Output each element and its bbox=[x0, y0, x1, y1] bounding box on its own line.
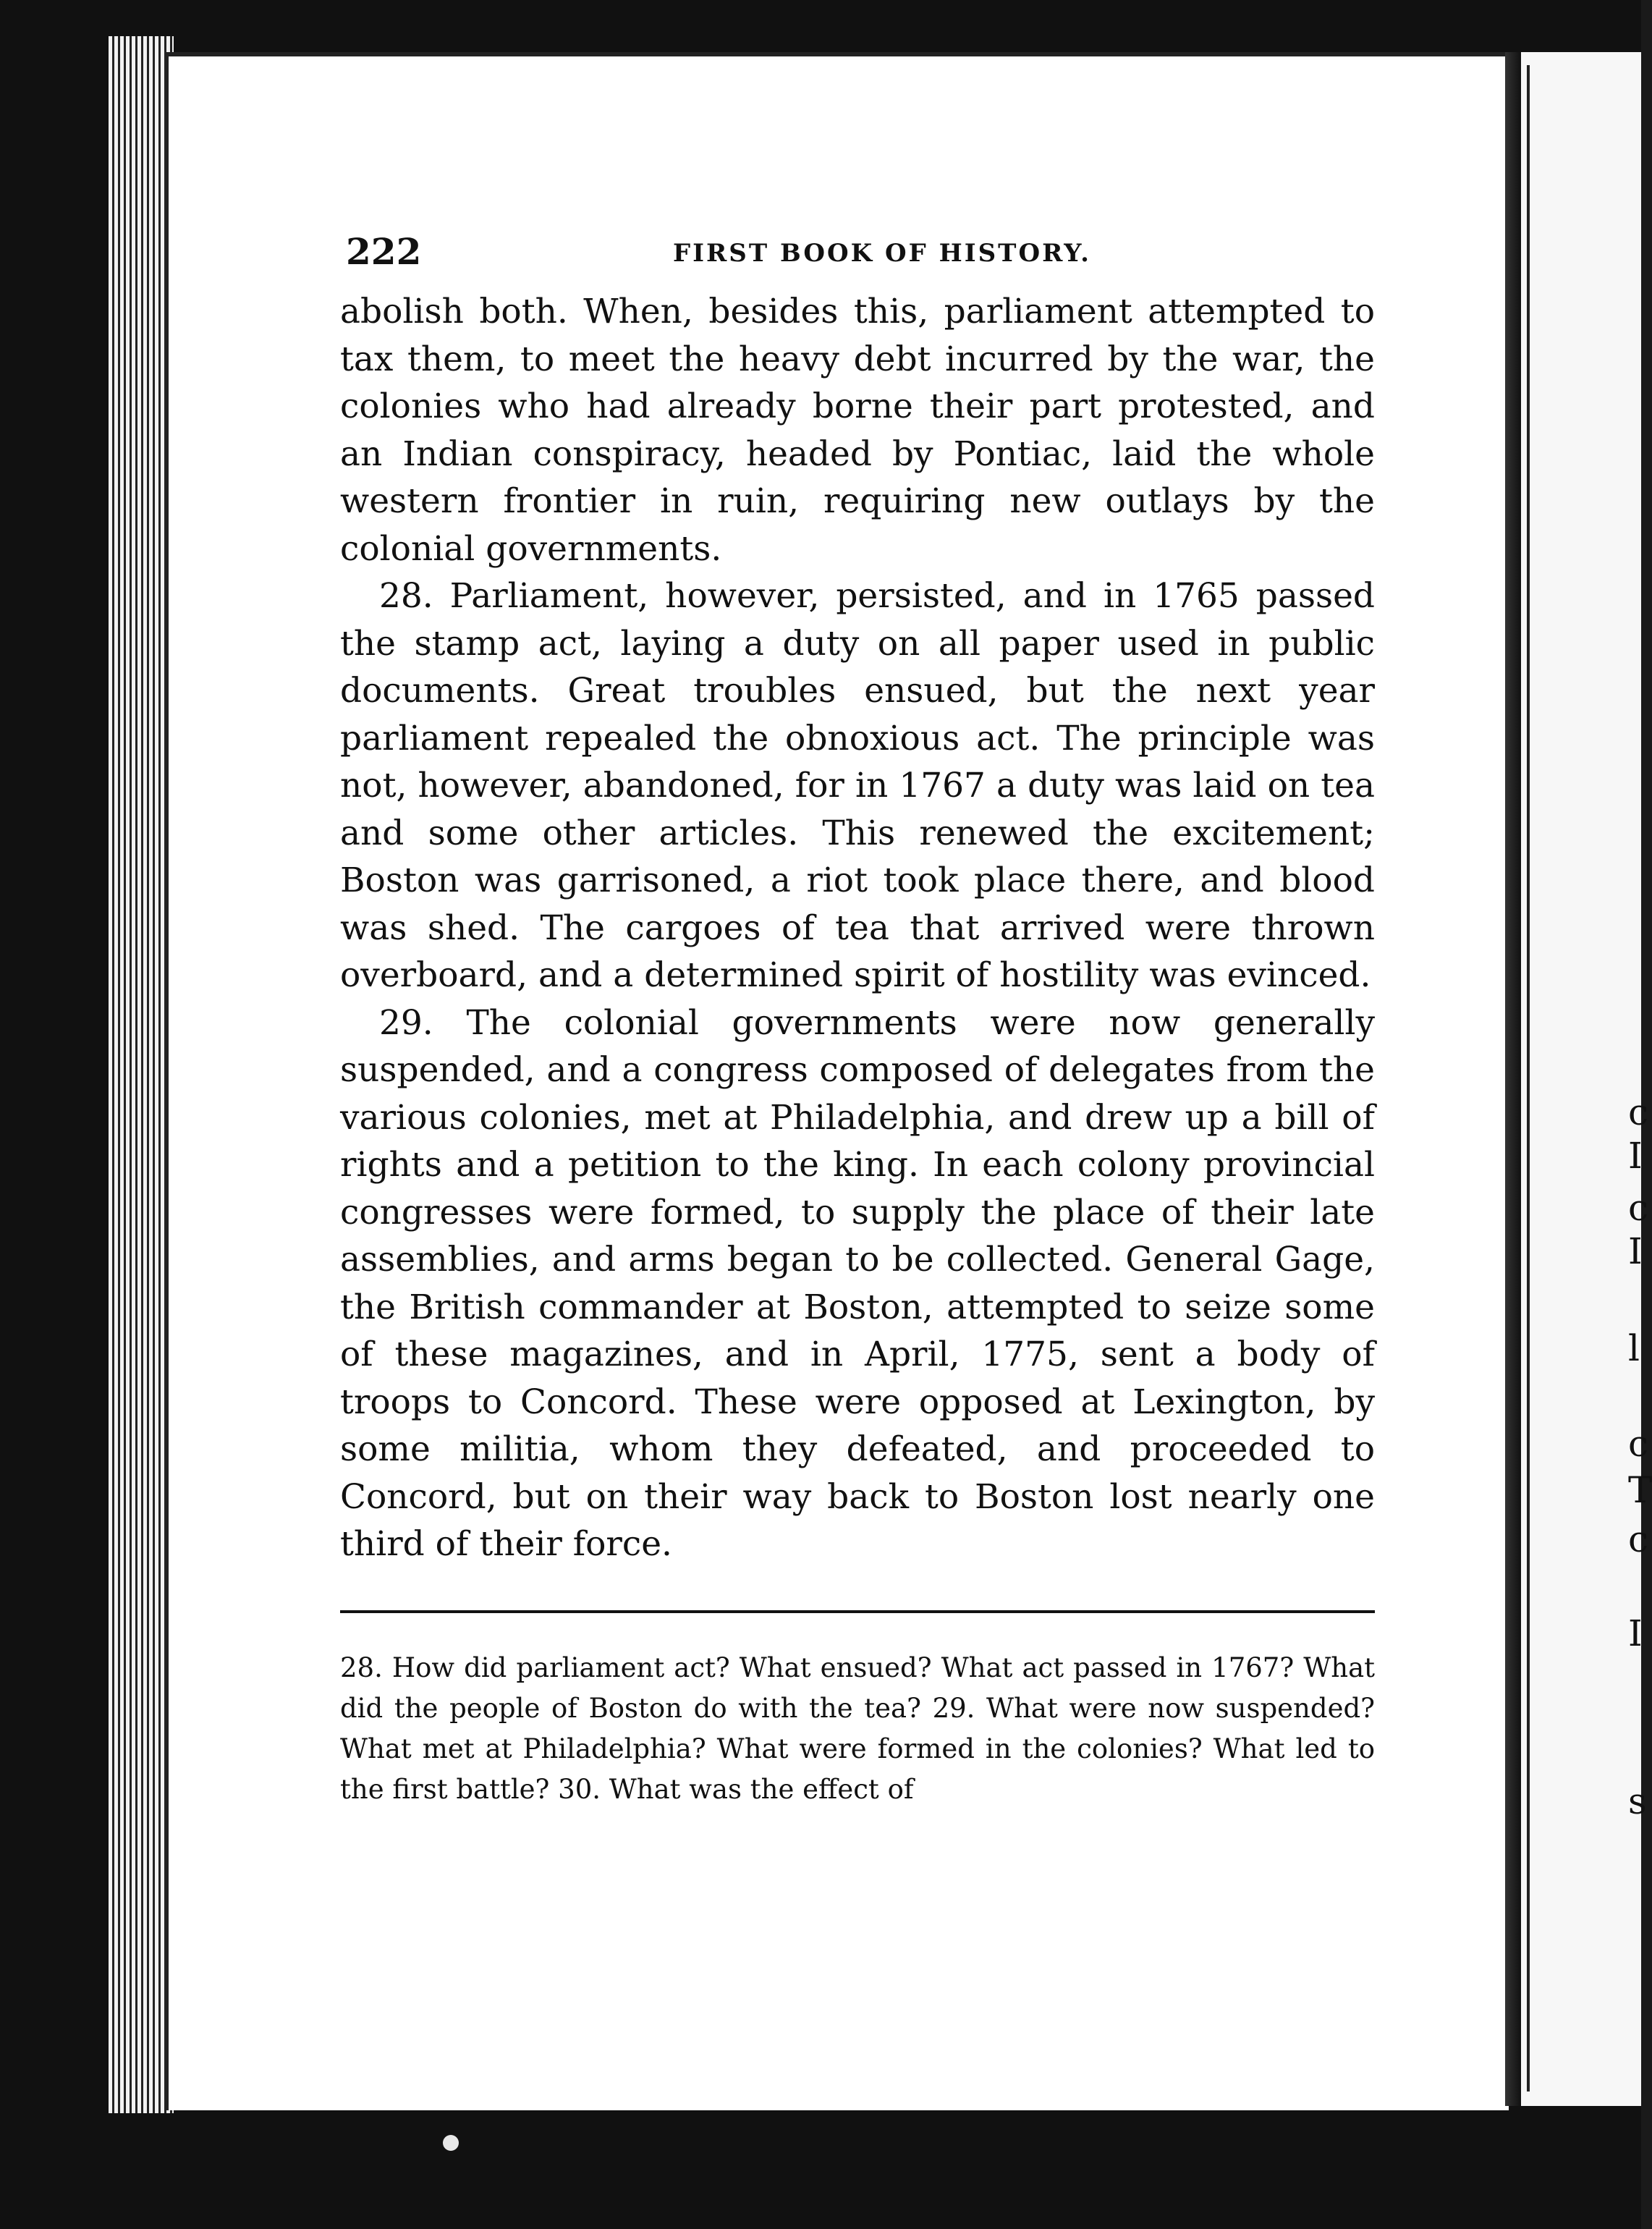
facing-page-glyph: l bbox=[1628, 1327, 1640, 1369]
facing-page-rule bbox=[1527, 65, 1530, 2091]
running-title: FIRST BOOK OF HISTORY. bbox=[673, 239, 1092, 268]
facing-page-glyph: I bbox=[1628, 1230, 1643, 1272]
facing-page-glyph: c bbox=[1628, 1187, 1649, 1229]
facing-page-edge bbox=[1521, 52, 1641, 2106]
paragraph-continued: abolish both. When, besides this, parliament attempted to tax them, to meet the heavy debt incurred by the war, the colonies who had already borne their part protested, and an Indian conspiracy, headed by Pontiac, laid the whole western frontier in ruin, requiring new outlays by the colonial governments. bbox=[340, 292, 1375, 569]
facing-page-glyph: T bbox=[1628, 1469, 1652, 1511]
facing-page-glyph: c bbox=[1628, 1423, 1649, 1465]
facing-page-glyph: c bbox=[1628, 1091, 1649, 1133]
paragraph-29: 29. The colonial governments were now generally suspended, and a congress composed of delegates from the various colonies, met at Philadelphia, and drew up a bill of rights and a petition to the king. In each colony provincial congresses were formed, to supply the place of their late assemblies, and arms began to be collected. General Gage, the British commander at Boston, attempted to seize some of these magazines, and in April, 1775, sent a body of troops to Concord. These were opposed at Lexington, by some militia, whom they defeated, and proceeded to Concord, but on their way back to Boston lost nearly one third of their force. bbox=[340, 1002, 1375, 1564]
book-gutter bbox=[1505, 52, 1521, 2106]
review-questions: 28. How did parliament act? What ensued? What act passed in 1767? What did the people of Boston do with the tea? 29. What were now suspended? What met at Philadelphia? What were formed in the colonies? What led to the first battle? 30. What was the effect of bbox=[340, 1651, 1375, 1805]
facing-page-glyph: c bbox=[1628, 1518, 1649, 1560]
scan-blemish bbox=[443, 2135, 459, 2151]
page-number: 222 bbox=[346, 230, 422, 273]
footnote-divider bbox=[340, 1610, 1375, 1613]
facing-page-glyph: s bbox=[1628, 1780, 1647, 1822]
page-content bbox=[340, 230, 1375, 1810]
facing-page-glyph: I bbox=[1628, 1135, 1643, 1177]
facing-page-glyph: I bbox=[1628, 1612, 1643, 1654]
page-header bbox=[340, 230, 1375, 288]
page-edges bbox=[109, 36, 174, 2113]
paragraph-28: 28. Parliament, however, persisted, and in 1765 passed the stamp act, laying a duty on all paper used in public documents. Great troubles ensued, but the next year parliament repealed the obnoxious act. The principle was not, however, abandoned, for in 1767 a duty was laid on tea and some other articles. This renewed the excitement; Boston was garrisoned, a riot took place there, and blood was shed. The cargoes of tea that arrived were thrown overboard, and a determined spirit of hostility was evinced. bbox=[340, 576, 1375, 995]
